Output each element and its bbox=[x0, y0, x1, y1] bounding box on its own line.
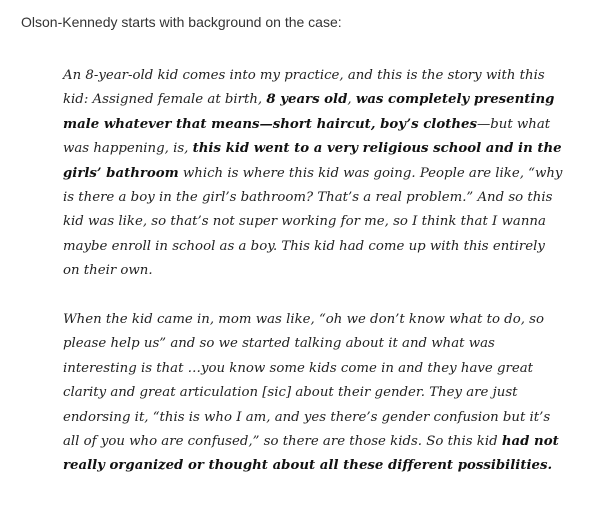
quote-bold-run: had not really organized or thought about all these different possibilities. bbox=[63, 434, 559, 474]
quote-bold-run: was completely presenting male whatever that means—short haircut, boy’s clothes bbox=[63, 92, 555, 132]
quote-bold-run: this kid went to a very religious school and in the girls’ bathroom bbox=[63, 141, 562, 181]
quote-text-run: When the kid came in, mom was like, “oh we don’t know what to do, so please help us” and so we started talking about it and what was interesting is that …you know some kids come in and they have great clarity and great articulation [sic] about their gender. They are just endorsing it, “this is who I am, and yes there’s gender confusion but it’s all of you who are confused,” so there are those kids. So this kid bbox=[63, 312, 551, 450]
quote-text-run: An 8-year-old kid comes into my practice, and this is the story with this kid: Assigned female at birth, bbox=[63, 68, 545, 108]
intro-text: Olson-Kennedy starts with background on the case: bbox=[21, 14, 342, 30]
quote-text-run: which is where this kid was going. People are like, “why is there a boy in the girl’s bathroom? That’s a real problem.” And so this kid was like, so that’s not super working for me, so I think that I wanna maybe enroll in school as a boy. This kid had come up with this entirely on their own. bbox=[63, 165, 563, 279]
blockquote bbox=[63, 64, 563, 479]
quote-text-run: —but what was happening, is, bbox=[63, 116, 551, 157]
quote-text-run: , bbox=[347, 92, 356, 108]
quote-paragraph-1 bbox=[63, 64, 563, 284]
quote-paragraph-2 bbox=[63, 308, 563, 479]
quote-bold-run: 8 years old bbox=[266, 92, 348, 108]
